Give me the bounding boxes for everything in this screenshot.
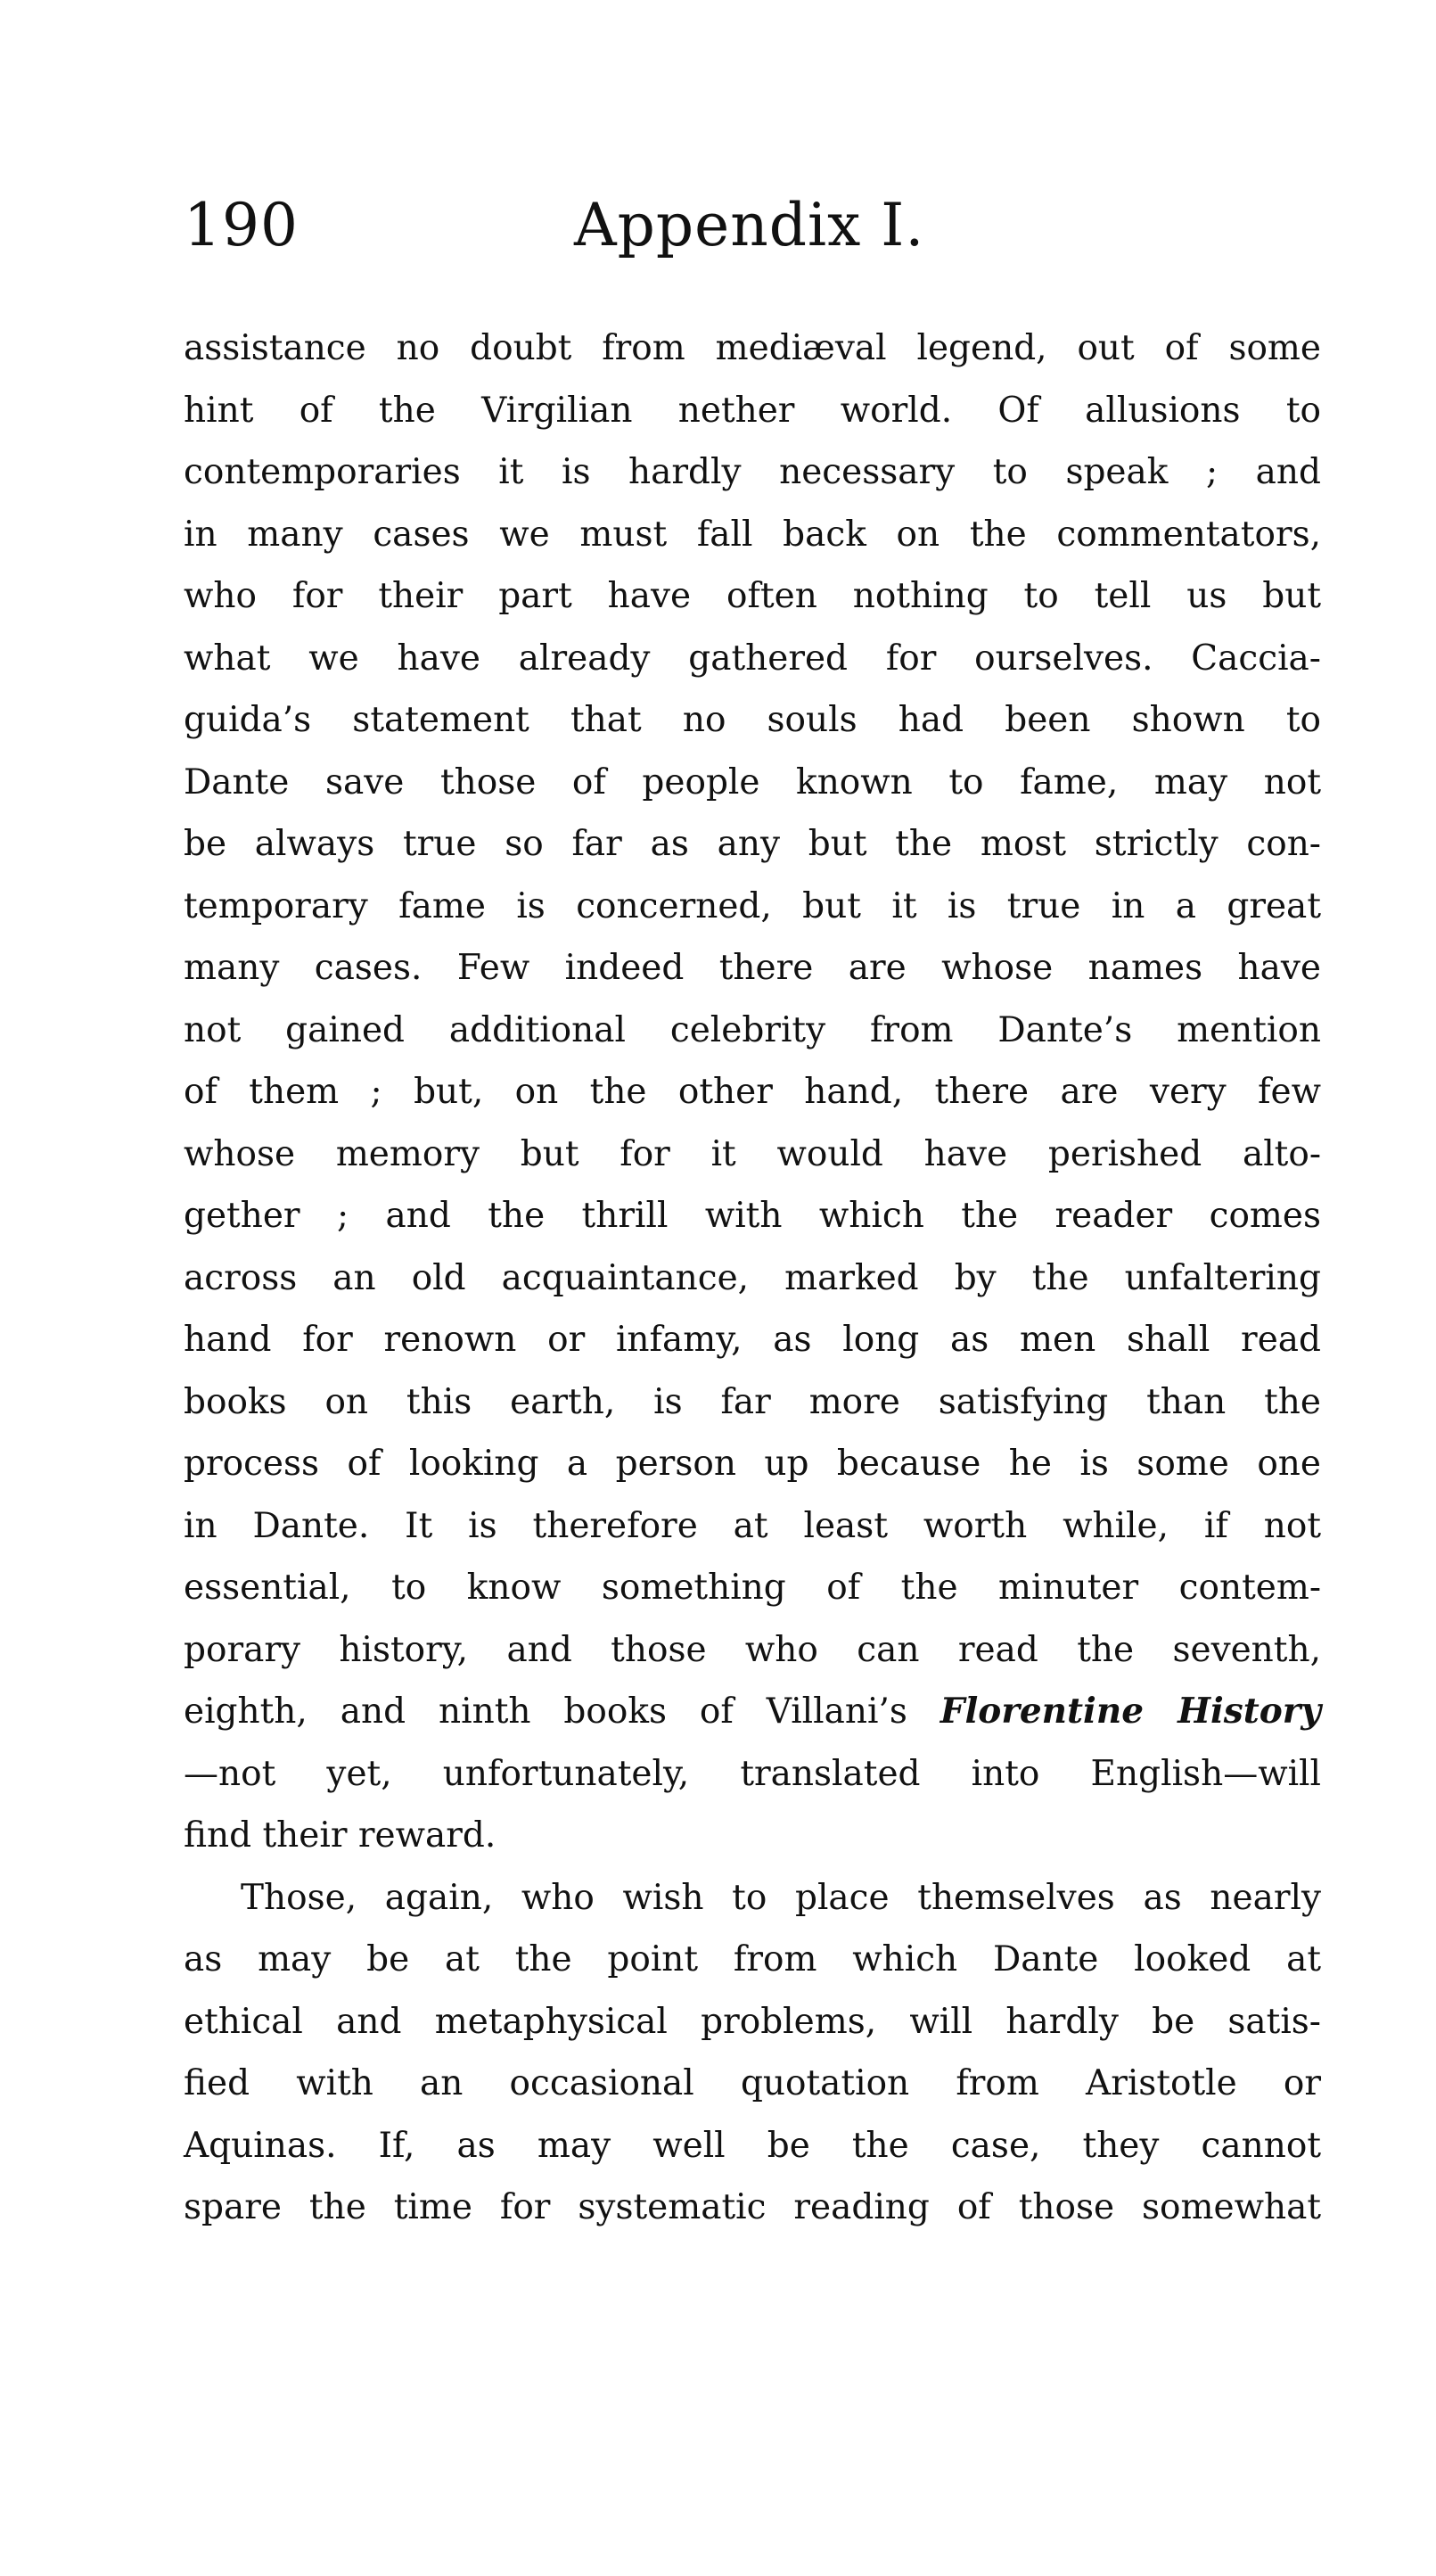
text-line: gether ; and the thrill with which the reader comes [184, 1196, 1321, 1236]
text-line: guida’s statement that no souls had been shown to [184, 700, 1321, 740]
text-line: porary history, and those who can read the seventh, [184, 1629, 1321, 1670]
text-line: hand for renown or infamy, as long as men shall read [184, 1320, 1321, 1360]
text-line: hint of the Virgilian nether world. Of allusions to [184, 390, 1321, 431]
text-line: Aquinas. If, as may well be the case, they cannot [184, 2125, 1321, 2166]
book-title-italic: Florentine History [940, 1691, 1321, 1732]
text-line-with-italic-title [184, 1681, 1321, 1743]
paragraph-2 [184, 1867, 1321, 2239]
text-line: temporary fame is concerned, but it is true in a great [184, 885, 1321, 926]
text-line: Dante save those of people known to fame, may not [184, 761, 1321, 802]
text-line: spare the time for systematic reading of those somewhat [184, 2187, 1321, 2227]
text-line: ethical and metaphysical problems, will hardly be satis- [184, 2001, 1321, 2042]
page-header [184, 177, 1325, 275]
text-line: across an old acquaintance, marked by the unfaltering [184, 1257, 1321, 1298]
text-line-part: eighth, and ninth books of Villani’s [184, 1691, 940, 1732]
text-line: assistance no doubt from mediæval legend, out of some [184, 328, 1321, 368]
text-line: as may be at the point from which Dante looked at [184, 1939, 1321, 1979]
text-line: what we have already gathered for ourselves. Caccia- [184, 638, 1321, 679]
text-line: contemporaries it is hardly necessary to speak ; and [184, 452, 1321, 492]
text-line: of them ; but, on the other hand, there are very few [184, 1072, 1321, 1112]
text-line: not gained additional celebrity from Dante’s mention [184, 1009, 1321, 1050]
text-line: essential, to know something of the minuter contem- [184, 1568, 1321, 1608]
text-line: find their reward. [184, 1815, 496, 1856]
text-line: many cases. Few indeed there are whose names have [184, 948, 1321, 988]
text-line: Those, again, who wish to place themselves as nearly [241, 1877, 1321, 1918]
text-line: books on this earth, is far more satisfying than the [184, 1381, 1321, 1422]
text-line: fied with an occasional quotation from Aristotle or [184, 2063, 1321, 2103]
text-line: in Dante. It is therefore at least worth while, if not [184, 1505, 1321, 1546]
text-line: be always true so far as any but the most strictly con- [184, 824, 1321, 864]
text-line: who for their part have often nothing to tell us but [184, 576, 1321, 616]
text-line: in many cases we must fall back on the commentators, [184, 514, 1321, 555]
page-number: 190 [184, 191, 299, 259]
paragraph-1 [184, 317, 1321, 1867]
running-head: Appendix I. [574, 191, 925, 259]
body-text [184, 317, 1321, 2239]
text-line: process of looking a person up because he is some one [184, 1444, 1321, 1484]
text-line: —not yet, unfortunately, translated into English—will [184, 1753, 1321, 1794]
text-line: whose memory but for it would have perished alto- [184, 1133, 1321, 1174]
